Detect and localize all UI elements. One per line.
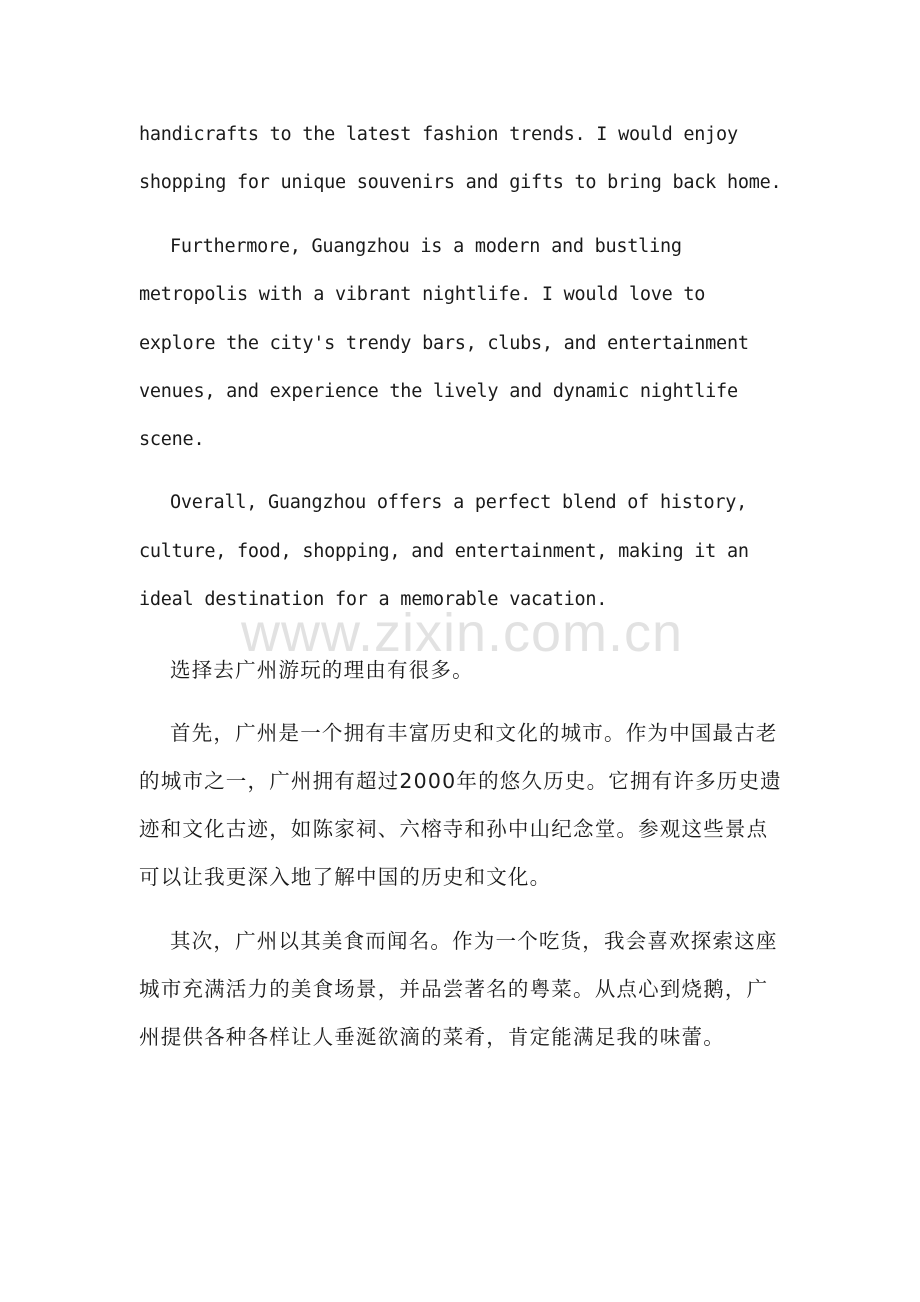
text-line: ideal destination for a memorable vacation. xyxy=(139,589,608,610)
text-line: Overall, Guangzhou offers a perfect blend of history, xyxy=(170,492,748,513)
text-line: 迹和文化古迹，如陈家祠、六榕寺和孙中山纪念堂。参观这些景点 xyxy=(139,817,769,841)
text-line: shopping for unique souvenirs and gifts to bring back home. xyxy=(139,172,782,193)
text-line: Furthermore, Guangzhou is a modern and bustling xyxy=(170,236,682,257)
text-line: 其次，广州以其美食而闻名。作为一个吃货，我会喜欢探索这座 xyxy=(170,929,778,953)
text-line: metropolis with a vibrant nightlife. I would love to xyxy=(139,284,706,305)
text-line: 可以让我更深入地了解中国的历史和文化。 xyxy=(139,865,552,889)
text-line: 首先，广州是一个拥有丰富历史和文化的城市。作为中国最古老 xyxy=(170,721,778,745)
text-line: 的城市之一，广州拥有超过2000年的悠久历史。它拥有许多历史遗 xyxy=(139,769,782,793)
text-line: 选择去广州游玩的理由有很多。 xyxy=(170,658,474,682)
text-line: culture, food, shopping, and entertainment, making it an xyxy=(139,541,749,562)
text-line: handicrafts to the latest fashion trends. I would enjoy xyxy=(139,124,738,145)
watermark: www.zixin.com.cn xyxy=(240,603,684,663)
text-line: explore the city's trendy bars, clubs, and entertainment xyxy=(139,333,749,354)
text-line: 城市充满活力的美食场景，并品尝著名的粤菜。从点心到烧鹅，广 xyxy=(139,977,769,1001)
text-line: scene. xyxy=(139,429,205,450)
text-line: venues, and experience the lively and dynamic nightlife xyxy=(139,381,738,402)
text-line: 州提供各种各样让人垂涎欲滴的菜肴，肯定能满足我的味蕾。 xyxy=(139,1025,725,1049)
